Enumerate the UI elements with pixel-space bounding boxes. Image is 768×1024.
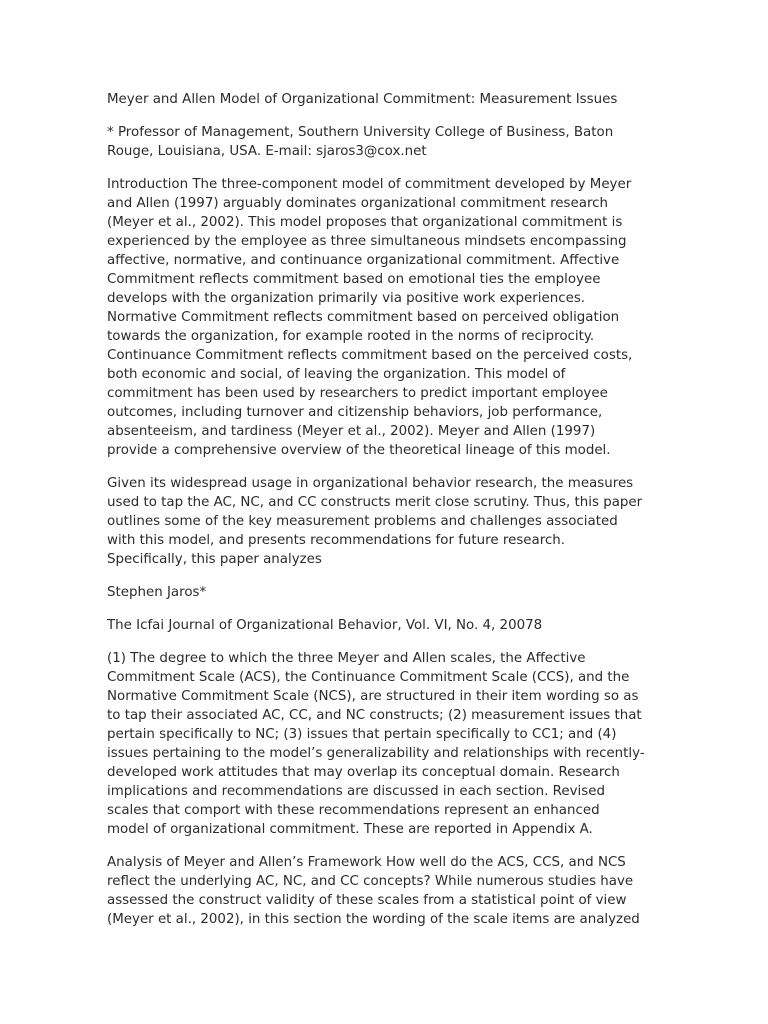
journal-citation: The Icfai Journal of Organizational Behavior, Vol. VI, No. 4, 20078 — [107, 618, 543, 633]
author-affiliation: * Professor of Management, Southern University College of Business, Baton Rouge, Louisiana, USA. E-mail: sjaros3@cox.net — [107, 125, 614, 159]
introduction-paragraph: Introduction The three-component model of commitment developed by Meyer and Allen (1997) arguably dominates organizational commitment research (Meyer et al., 2002). This model proposes that organizational commitment is experienced by the employee as three simultaneous mindsets encompassing affective, normative, and continuance organizational commitment. Affective Commitment reflects commitment based on emotional ties the employee develops with the organization primarily via positive work experiences. Normative Commitment reflects commitment based on perceived obligation towards the organization, for example rooted in the norms of reciprocity. Continuance Commitment reflects commitment based on the perceived costs, both economic and social, of leaving the organization. This model of commitment has been used by researchers to predict important employee outcomes, including turnover and citizenship behaviors, job performance, absenteeism, and tardiness (Meyer et al., 2002). Meyer and Allen (1997) provide a comprehensive overview of the theoretical lineage of this model. — [107, 177, 633, 458]
analysis-points-paragraph: (1) The degree to which the three Meyer and Allen scales, the Affective Commitment Scale (ACS), the Continuance Commitment Scale (CCS), and the Normative Commitment Scale (NCS), are structured in their item wording so as to tap their associated AC, CC, and NC constructs; (2) measurement issues that pertain specifically to NC; (3) issues that pertain specifically to CC1; and (4) issues pertaining to the model’s generalizability and relationships with recently- developed work attitudes that may overlap its conceptual domain. Research implications and recommendations are discussed in each section. Revised scales that comport with these recommendations represent an enhanced model of organizational commitment. These are reported in Appendix A. — [107, 651, 645, 837]
usage-paragraph: Given its widespread usage in organizational behavior research, the measures used to tap the AC, NC, and CC constructs merit close scrutiny. Thus, this paper outlines some of the key measurement problems and challenges associated with this model, and presents recommendations for future research. Specifically, this paper analyzes — [107, 476, 643, 567]
document-title: Meyer and Allen Model of Organizational Commitment: Measurement Issues — [107, 92, 618, 107]
author-name: Stephen Jaros* — [107, 585, 207, 600]
framework-analysis-paragraph: Analysis of Meyer and Allen’s Framework How well do the ACS, CCS, and NCS reflect the underlying AC, NC, and CC concepts? While numerous studies have assessed the construct validity of these scales from a statistical point of view (Meyer et al., 2002), in this section the wording of the scale items are analyzed — [107, 855, 640, 927]
document-page — [107, 90, 667, 943]
